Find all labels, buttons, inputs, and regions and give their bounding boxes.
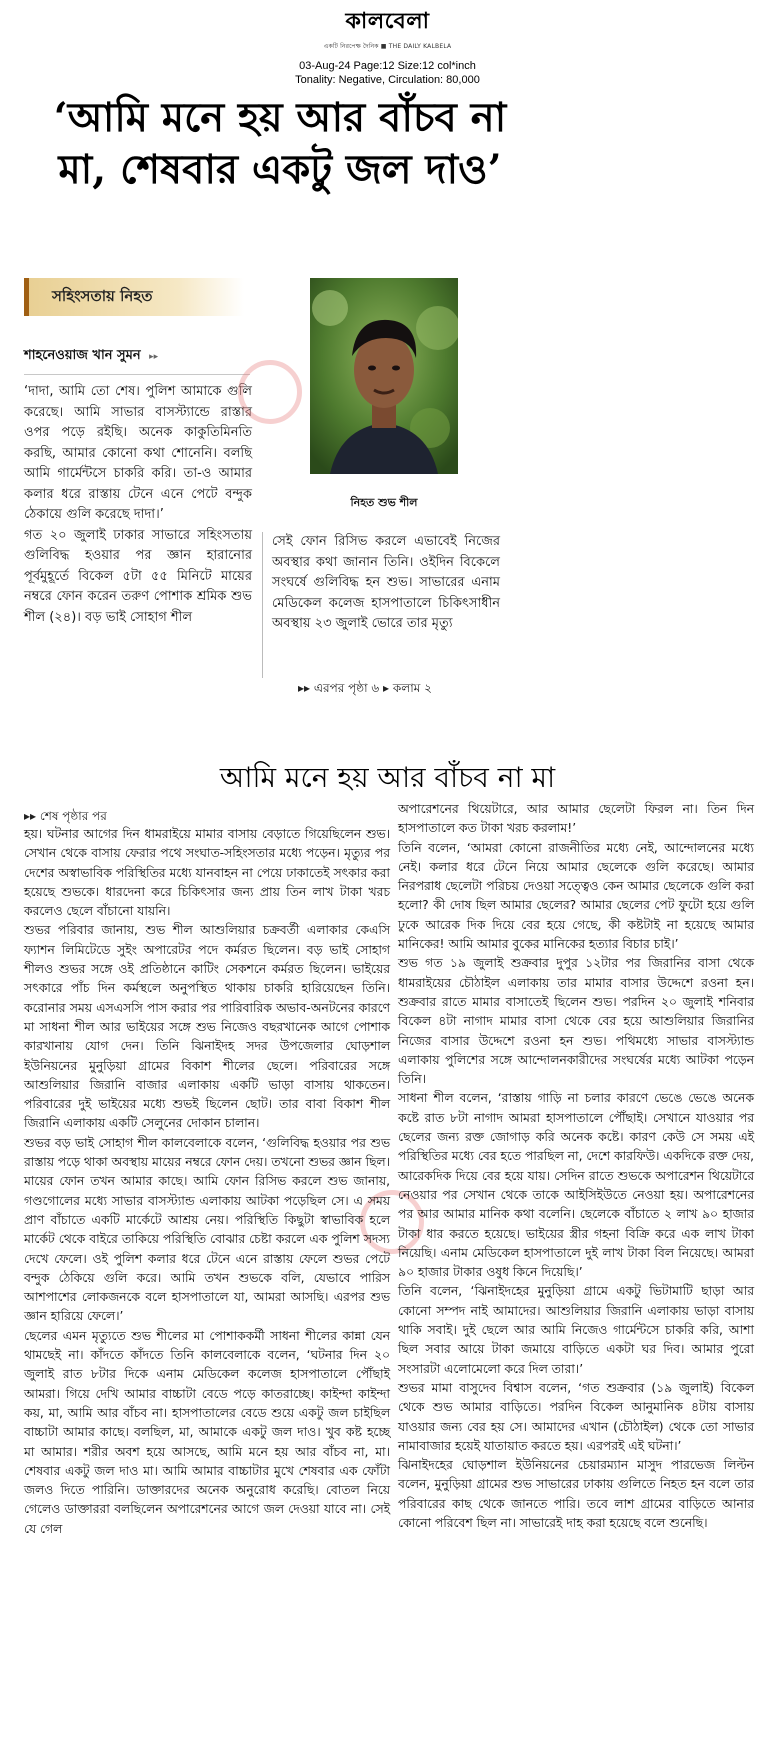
article-column-2 (272, 532, 500, 635)
section-tag (24, 278, 244, 316)
portrait-illustration (310, 278, 458, 474)
jump-left-paragraph: ছেলের এমন মৃত্যুতে শুভ শীলের মা পোশাককর্মী সাধনা শীলের কান্না যেন থামছেই না। কাঁদতে কাঁদতে তিনি কালবেলাকে বলেন, ‘ঘটনার দিন ২০ জুলাই রাত ৮টার দিকে এনাম মেডিকেল কলেজ হাসপাতালে পৌঁছাই আমরা। গিয়ে দেখি আমার বাচ্চাটা বেডে পড়ে কাতরাচ্ছে। কাইন্দা কাইন্দা কয়, মা, আমি আর বাঁচব না। হাসপাতালের বেডে শুয়ে একটু জল চাইছিল বাচ্চাটা আমার কাছে। বলছিল, মা, আমাকে একটু জল দাও। খুব কষ্ট হচ্ছে মা আমার। শরীর অবশ হয়ে আসছে, আমি মনে হয় আর বাঁচব না, মা। শেষবার একটু জল দাও মা। আমি আমার বাচ্চাটার মুখে শেষবার এক ফোঁটা জলও দিতে পারিনি। ডাক্তারদের অনেক অনুরোধ করেছি। বোতল নিয়ে গেলেও ডাক্তাররা বলছিলেন অপারেশনের আগে জল দেওয়া যাবে না। সেই যে গেল (24, 1328, 390, 1536)
clipping-meta-line1: 03-Aug-24 Page:12 Size:12 col*inch (299, 60, 476, 72)
jump-right-paragraph: তিনি বলেন, ‘ঝিনাইদহের মুনুড়িয়া গ্রামে একটু ভিটামাটি ছাড়া আর কোনো সম্পদ নাই আমাদের। আশুলিয়ার জিরানি এলাকায় ভাড়া বাসায় থাকি সবাই। দুই ছেলে আর আমি নিজেও গার্মেন্টসে চাকরি করি, আশা ছিল সবার আয়ে টাকা জমায়ে বাড়িতে একটা ঘর দিব। আমার পুরো সংসারটা এলোমেলো করে দিল তারা।’ (398, 1284, 754, 1376)
jump-left-paragraph: শুভর বড় ভাই সোহাগ শীল কালবেলাকে বলেন, ‘গুলিবিদ্ধ হওয়ার পর শুভ রাস্তায় পড়ে থাকা অবস্থায় মায়ের নম্বরে ফোন দেয়। তখনো শুভর জ্ঞান ছিল। মায়ের ফোন তখন আমার কাছে। আমি ফোন রিসিভ করলে শুভ জানায়, গণ্ডগোলের মধ্যে সাভার বাসস্ট্যান্ড এলাকায় আটকা পড়েছিল সে। এ সময় প্রাণ বাঁচাতে একটি মার্কেটে আশ্রয় নেয়। পরিস্থিতি কিছুটা স্বাভাবিক হলে মার্কেট থেকে বাইরে তাকিয়ে পরিস্থিতি বোঝার চেষ্টা করলে এক পুলিশ সদস্য দেখে ফেলে। ওই পুলিশ কলার ধরে টেনে এনে রাস্তায় ফেলে শুভর পেটে বন্দুক ঠেকিয়ে গুলি করে। আমি তখন শুভকে বলি, যেভাবে পারিস আশপাশের লোকজনকে বলে হাসপাতালে যা, আমরা আসছি। এরপর শুভ জ্ঞান হারিয়ে ফেলে।’ (24, 1135, 390, 1324)
jump-column-right (398, 800, 754, 1533)
jump-headline: আমি মনে হয় আর বাঁচব না মা (219, 761, 556, 794)
jump-right-paragraph: তিনি বলেন, ‘আমরা কোনো রাজনীতির মধ্যে নেই, আন্দোলনের মধ্যে নেই। কলার ধরে টেনে নিয়ে আমার ছেলেকে গুলি করেছে। আমার নিরপরাধ ছেলেটা পরিচয় দেওয়া সত্ত্বেও কেন আমার ছেলেকে গুলি করা হলো? কী দোষ ছিল আমার ছেলের? আমার ছেলের পেট ফুটো হয়ে গুলি ঢুকে আরেক দিক দিয়ে বের হয়ে গেছে, কী কষ্টটাই না হয়েছে আমার মানিকের! আমি আমার বুকের মানিকের হত্যার বিচার চাই।’ (398, 840, 754, 952)
watermark-stamp (238, 360, 302, 424)
section-tag-label: সহিংসতায় নিহত (52, 286, 153, 305)
photo-caption: নিহত শুভ শীল (350, 496, 418, 509)
jump-right-paragraph: অপারেশনের থিয়েটারে, আর আমার ছেলেটা ফিরল না। তিন দিন হাসপাতালে কত টাকা খরচ করলাম!’ (398, 802, 754, 836)
jump-right-paragraph: সাধনা শীল বলেন, ‘রাস্তায় গাড়ি না চলার কারণে ভেঙে ভেঙে অনেক কষ্টে রাত ৮টা নাগাদ আমরা হাসপাতালে পৌঁছাই। সেখানে যাওয়ার পর ছেলের জন্য রক্ত জোগাড় করি অনেক কষ্টে। কারণ কেউ সে সময় এই পরিস্থিতির মধ্যে বের হতে পারছিল না, দেশে কারফিউ। একদিকে রক্ত দেয়, আরেকদিক দিয়ে বের হয়ে যায়। সেদিন রাতে শুভকে অপারেশন থিয়েটারে নেওয়ার পর সেখান থেকে তাকে আইসিইউতে নেওয়া হয়। অপারেশনের পর আর আমার মানিক কথা বলেনি। ছেলেকে বাঁচাতে ২ লাখ ৯০ হাজার টাকা ধার করতে হয়েছে। ভাইয়ের স্ত্রীর গহনা বিক্রি করে এক লাখ টাকা নিয়েছি। এনাম মেডিকেল হাসপাতালে দুই লাখ টাকা বিল নিয়েছে। আমরা ৯০ হাজার টাকার ওষুধ কিনে দিয়েছি।’ (398, 1091, 754, 1280)
article-column-1 (24, 382, 252, 628)
jump-column-left (24, 825, 390, 1539)
newspaper-tagline: একটি নিরপেক্ষ দৈনিক ■ THE DAILY KALBELA (323, 43, 452, 50)
article-intro: গত ২০ জুলাই ঢাকার সাভারে সহিংসতায় গুলিবিদ্ধ হওয়ার পর জ্ঞান হারানোর পূর্বমুহূর্তে বিকেল ৫টা ৫৫ মিনিটে মায়ের নম্বরে ফোন করেন তরুণ পোশাক শ্রমিক শুভ শীল (২৪)। বড় ভাই সোহাগ শীল (24, 527, 252, 625)
jump-right-paragraph: শুভ গত ১৯ জুলাই শুক্রবার দুপুর ১২টার পর জিরানির বাসা থেকে ধামরাইয়ের চৌঠাইল এলাকায় তার মামার বাসার উদ্দেশে রওনা হন। শুক্রবার রাতে মামার বাসাতেই ছিলেন শুভ। পরদিন ২০ জুলাই শনিবার বিকেল ৪টা নাগাদ মামার বাসা থেকে বের হয়ে আশুলিয়ার জিরানির নিজের বাসার উদ্দেশে রওনা হন শুভ। পথিমধ্যে সাভার বাসস্ট্যান্ড এলাকায় পুলিশের সঙ্গে আন্দোলনকারীদের সংঘর্ষের মধ্যে আটকা পড়েন তিনি। (398, 956, 754, 1087)
portrait-photo (310, 278, 458, 474)
byline-marker: ▸▸ (149, 352, 159, 362)
jump-right-paragraph: ঝিনাইদহের ঘোড়শাল ইউনিয়নের চেয়ারম্যান মাসুদ পারভেজ লিল্টন বলেন, মুনুড়িয়া গ্রামের শুভ সাভারের ঢাকায় গুলিতে নিহত হন বলে তার পরিবারের কাছ থেকে জানতে পারি। তবে লাশ গ্রামের বাড়িতে আনার কোনো পরিবেশ ছিল না। সাভারেই দাহ করা হয়েছে বলে শুনেছি। (398, 1458, 754, 1530)
headline: ‘আমি মনে হয় আর বাঁচব না মা, শেষবার একটু জল দাও’ (53, 94, 507, 193)
column-divider (262, 532, 263, 678)
byline-name: শাহনেওয়াজ খান সুমন (24, 348, 141, 363)
continued-marker: ▸▸ এরপর পৃষ্ঠা ৬ ▸ কলাম ২ (298, 681, 432, 695)
article-column-2-text: সেই ফোন রিসিভ করলে এভাবেই নিজের অবস্থার কথা জানান তিনি। ওইদিন বিকেলে সংঘর্ষে গুলিবিদ্ধ হন শুভ। সাভারের এনাম মেডিকেল কলেজ হাসপাতালে চিকিৎসাধীন অবস্থায় ২৩ জুলাই ভোরে তার মৃত্যু (272, 534, 500, 631)
article-quote: ‘দাদা, আমি তো শেষ। পুলিশ আমাকে গুলি করেছে। আমি সাভার বাসস্ট্যান্ডে রাস্তার ওপর পড়ে রইছি। অনেক কাকুতিমিনতি করছি, আমার কোনো কথা শোনেনি। বলছি আমি গার্মেন্টসে চাকরি করি। তা-ও আমার কলার ধরে রাস্তায় টেনে এনে পেটে বন্দুক ঠেকায়ে গুলি করেছে দাদা।’ (24, 384, 252, 522)
clipping-meta-line2: Tonality: Negative, Circulation: 80,000 (295, 74, 480, 86)
jump-left-paragraph: শুভর পরিবার জানায়, শুভ শীল আশুলিয়ার চক্রবর্তী এলাকার কেএসি ফ্যাশন লিমিটেডে সুইং অপারেটর পদে কর্মরত ছিলেন। বড় ভাই সোহাগ শীলও শুভর সঙ্গে ওই প্রতিষ্ঠানে কাটিং সেকশনে কর্মরত ছিলেন। ভাইয়ের সৎকারে পাঁচ দিন কর্মস্থলে অনুপস্থিত থাকায় চাকরি হারিয়েছেন তিনি। করোনার সময় এসএসসি পাস করার পর পারিবারিক অভাব-অনটনের কারণে মা সাধনা শীল আর ভাইয়ের সঙ্গে শুভ নিজেও বছরখানেক আগে পোশাক কারখানায় যোগ দেন। তিনি ঝিনাইদহ সদর উপজেলার ঘোড়শাল ইউনিয়নের মুনুড়িয়া গ্রামের বিকাশ শীলের ছেলে। পরিবারের সঙ্গে আশুলিয়ার জিরানি বাজার এলাকায় একটি ভাড়া বাসায় থাকতেন। পরিবারের দুই ভাইয়ের মধ্যে শুভই ছিলেন ছোট। তার বাবা বিকাশ শীল জিরানি এলাকায় একটি সেলুনের দোকান চালান। (24, 923, 390, 1131)
masthead (0, 4, 775, 87)
byline (24, 346, 250, 375)
from-page-marker: ▸▸ শেষ পৃষ্ঠার পর (24, 809, 107, 823)
section-tag-bar (24, 278, 29, 316)
clipping-meta (0, 59, 775, 87)
newspaper-logo: কালবেলা (345, 8, 430, 34)
jump-left-paragraph: হয়। ঘটনার আগের দিন ধামরাইয়ে মামার বাসায় বেড়াতে গিয়েছিলেন শুভ। সেখান থেকে বাসায় ফেরার পথে সংঘাত-সহিংসতার মধ্যে পড়েন। মৃত্যুর পর দেশের অস্বাভাবিক পরিস্থিতির মধ্যে যানবাহন না পেয়ে ঢাকাতেই সৎকার করা হয়েছে শুভকে। ধারদেনা করে চিকিৎসার জন্য প্রায় তিন লাখ টাকা খরচ করলেও ছেলে বাঁচানো যায়নি। (24, 827, 390, 919)
jump-right-paragraph: শুভর মামা বাসুদেব বিশ্বাস বলেন, ‘গত শুক্রবার (১৯ জুলাই) বিকেল থেকে শুভ আমার বাড়িতে। পরদিন বিকেল আনুমানিক ৪টায় বাসায় যাওয়ার জন্য বের হয় সে। আমাদের এখান (চৌঠাইল) থেকে তো সাভার নামাবাজার হয়েই যাতায়াত করতে হয়। এরপরই এই ঘটনা।’ (398, 1380, 754, 1453)
